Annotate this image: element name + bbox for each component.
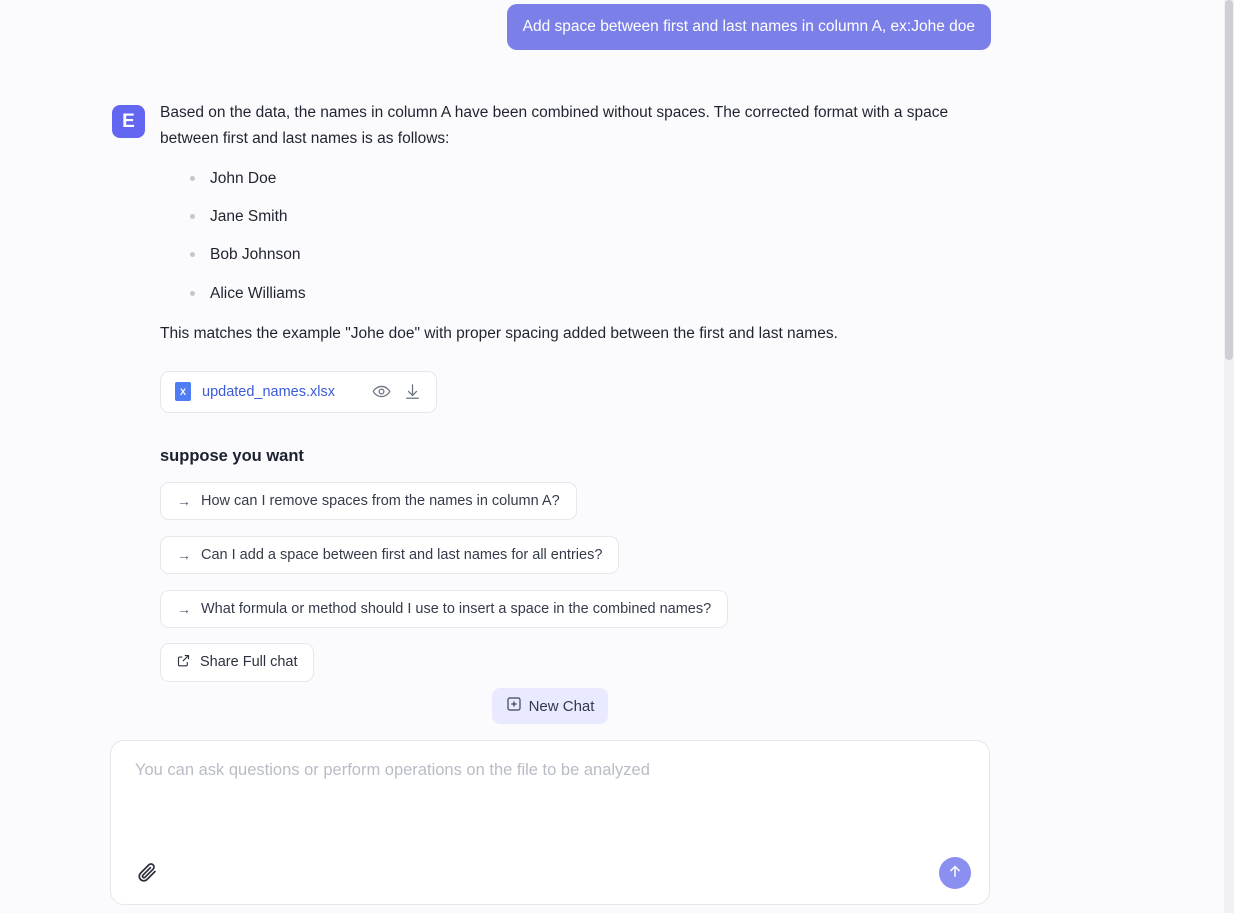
suggestion-wrap: [160, 574, 960, 628]
arrow-up-icon: [946, 862, 964, 885]
name-list: [160, 168, 960, 304]
new-chat-row: [0, 688, 1100, 724]
share-label: Share Full chat: [200, 654, 298, 671]
suggestion-label: How can I remove spaces from the names in column A?: [201, 492, 560, 509]
new-chat-button[interactable]: [492, 688, 609, 724]
attachment-file-name[interactable]: updated_names.xlsx: [202, 383, 335, 400]
assistant-paragraph-1: Based on the data, the names in column A have been combined without spaces. The corrected format with a space between first and last names is as follows:: [160, 104, 949, 148]
attachment-chip[interactable]: [160, 371, 437, 413]
assistant-body: [160, 100, 960, 682]
composer[interactable]: [110, 740, 990, 905]
list-item: Jane Smith: [190, 206, 960, 228]
suggestion-item-3[interactable]: [160, 590, 728, 628]
paperclip-icon[interactable]: [135, 860, 161, 886]
share-full-chat-button[interactable]: [160, 643, 314, 682]
user-message-row: [477, 4, 991, 50]
assistant-avatar: E: [112, 105, 145, 138]
arrow-right-icon: →: [177, 546, 191, 563]
list-item: John Doe: [190, 168, 960, 190]
share-icon: [176, 653, 191, 672]
arrow-right-icon: →: [177, 492, 191, 509]
suggestion-item-1[interactable]: [160, 482, 577, 520]
arrow-right-icon: →: [177, 600, 191, 617]
user-message-bubble: Add space between first and last names in column A, ex:Johe doe: [507, 4, 991, 50]
suggestion-wrap: [160, 520, 960, 574]
eye-icon[interactable]: [371, 382, 391, 402]
suggestion-item-2[interactable]: [160, 536, 619, 574]
list-item: Alice Williams: [190, 283, 960, 305]
scrollbar-track[interactable]: [1224, 0, 1234, 913]
plus-square-icon: [506, 696, 522, 716]
suggestion-label: What formula or method should I use to insert a space in the combined names?: [201, 600, 712, 617]
new-chat-label: New Chat: [528, 697, 595, 715]
share-wrap: [160, 628, 960, 682]
scrollbar-thumb[interactable]: [1225, 0, 1233, 360]
spreadsheet-icon: X: [175, 382, 191, 401]
assistant-paragraph-2: This matches the example "Johe doe" with proper spacing added between the first and last names.: [160, 324, 838, 342]
list-item: Bob Johnson: [190, 244, 960, 266]
download-icon[interactable]: [402, 382, 422, 402]
suggestions-title: suppose you want: [160, 446, 304, 465]
suggestion-label: Can I add a space between first and last names for all entries?: [201, 546, 603, 563]
suggestion-wrap: [160, 466, 960, 520]
send-button[interactable]: [939, 857, 971, 889]
composer-placeholder[interactable]: You can ask questions or perform operations on the file to be analyzed: [135, 761, 650, 779]
assistant-message: [112, 100, 1012, 682]
